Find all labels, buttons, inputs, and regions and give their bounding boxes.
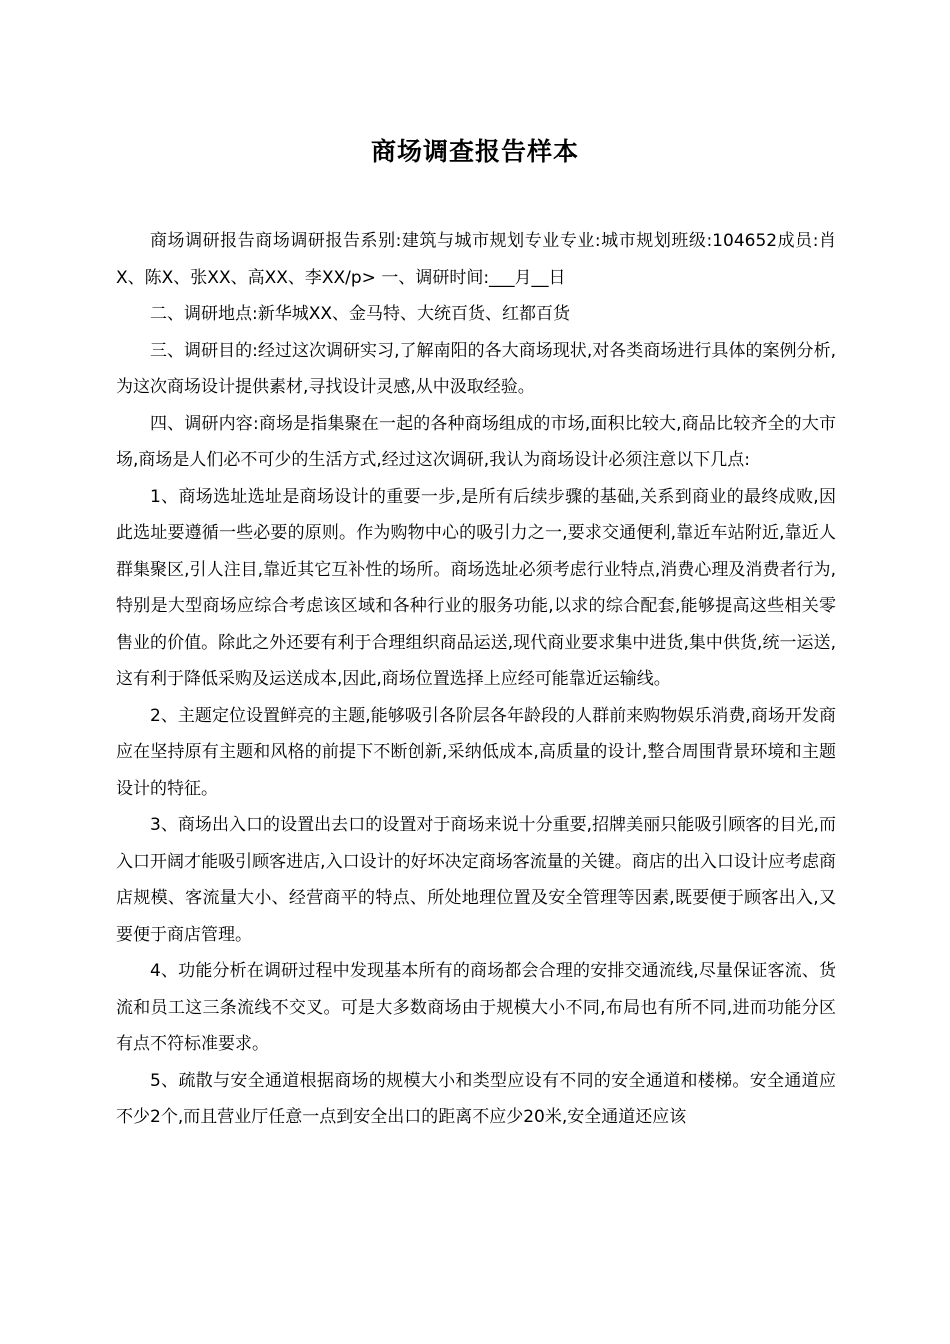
paragraph-evacuation: 5、疏散与安全通道根据商场的规模大小和类型应设有不同的安全通道和楼梯。安全通道应不少2个,而且营业厅任意一点到安全出口的距离不应少20米,安全通道还应该 (116, 1070, 836, 1127)
document-title: 商场调查报告样本 (370, 137, 579, 166)
paragraph-intro: 商场调研报告商场调研报告系别:建筑与城市规划专业专业:城市规划班级:104652成员:肖X、陈X、张XX、高XX、李XX/p> 一、调研时间:___月__日 (116, 231, 836, 288)
paragraph-entrances: 3、商场出入口的设置出去口的设置对于商场来说十分重要,招牌美丽只能吸引顾客的目光,而入口开阔才能吸引顾客进店,入口设计的好坏决定商场客流量的关键。商店的出入口设计应考虑商店规模、客流量大小、经营商平的特点、所处地理位置及安全管理等因素,既要便于顾客出入,又要便于商店管理。 (116, 815, 836, 945)
paragraph-purpose: 三、调研目的:经过这次调研实习,了解南阳的各大商场现状,对各类商场进行具体的案例分析,为这次商场设计提供素材,寻找设计灵感,从中汲取经验。 (116, 340, 836, 397)
paragraph-content: 四、调研内容:商场是指集聚在一起的各种商场组成的市场,面积比较大,商品比较齐全的大市场,商场是人们必不可少的生活方式,经过这次调研,我认为商场设计必须注意以下几点: (116, 413, 836, 470)
paragraph-site-selection: 1、商场选址选址是商场设计的重要一步,是所有后续步骤的基础,关系到商业的最终成败,因此选址要遵循一些必要的原则。作为购物中心的吸引力之一,要求交通便利,靠近车站附近,靠近人群集聚区,引人注目,靠近其它互补性的场所。商场选址必须考虑行业特点,消费心理及消费者行为,特别是大型商场应综合考虑该区域和各种行业的服务功能,以求的综合配套,能够提高这些相关零售业的价值。除此之外还要有利于合理组织商品运送,现代商业要求集中进货,集中供货,统一运送,这有利于降低采购及运送成本,因此,商场位置选择上应经可能靠近运输线。 (116, 486, 836, 689)
paragraph-theme: 2、主题定位设置鲜亮的主题,能够吸引各阶层各年龄段的人群前来购物娱乐消费,商场开发商应在坚持原有主题和风格的前提下不断创新,采纳低成本,高质量的设计,整合周围背景环境和主题设计的特征。 (116, 705, 836, 799)
document-body (116, 223, 836, 1136)
paragraph-function: 4、功能分析在调研过程中发现基本所有的商场都会合理的安排交通流线,尽量保证客流、货流和员工这三条流线不交叉。可是大多数商场由于规模大小不同,布局也有所不同,进而功能分区有点不符标准要求。 (116, 961, 836, 1054)
paragraph-location: 二、调研地点:新华城XX、金马特、大统百货、红都百货 (150, 304, 571, 324)
